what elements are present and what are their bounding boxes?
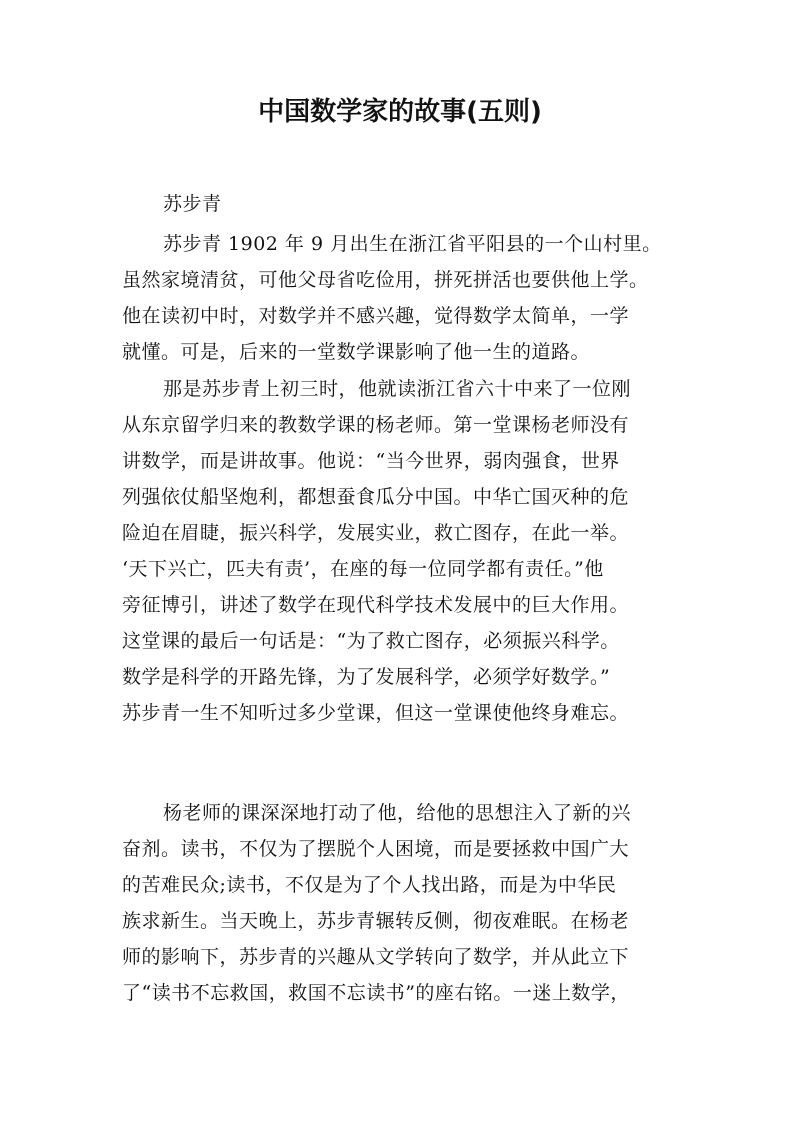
paragraph-line: 从东京留学归来的教数学课的杨老师。第一堂课杨老师没有 [122,414,630,436]
paragraph-line: ‘天下兴亡，匹夫有责’，在座的每一位同学都有责任。”他 [122,558,604,580]
paragraph-line: 了“读书不忘救国，救国不忘读书”的座右铭。一迷上数学， [122,982,630,1004]
paragraph-line: 杨老师的课深深地打动了他，给他的思想注入了新的兴 [163,802,632,824]
document-title: 中国数学家的故事(五则) [258,97,542,127]
paragraph-line: 苏步青 1902 年 9 月出生在浙江省平阳县的一个山村里。 [163,233,662,255]
paragraph-line: 这堂课的最后一句话是：“为了救亡图存，必须振兴科学。 [122,630,620,652]
paragraph-line: 讲数学，而是讲故事。他说：“当今世界，弱肉强食，世界 [122,450,620,472]
paragraph-line: 列强依仗船坚炮利，都想蚕食瓜分中国。中华亡国灭种的危 [122,486,630,508]
section-heading: 苏步青 [163,193,222,215]
paragraph-line: 旁征博引，讲述了数学在现代科学技术发展中的巨大作用。 [122,594,630,616]
paragraph-line: 虽然家境清贫，可他父母省吃俭用，拼死拼活也要供他上学。 [122,269,649,291]
paragraph-line: 师的影响下，苏步青的兴趣从文学转向了数学，并从此立下 [122,946,630,968]
paragraph-line: 险迫在眉睫，振兴科学，发展实业，救亡图存，在此一举。 [122,522,630,544]
paragraph-line: 就懂。可是，后来的一堂数学课影响了他一生的道路。 [122,341,591,363]
paragraph-line: 苏步青一生不知听过多少堂课，但这一堂课使他终身难忘。 [122,702,630,724]
paragraph-line: 数学是科学的开路先锋，为了发展科学，必须学好数学。” [122,666,611,688]
paragraph-line: 的苦难民众;读书，不仅是为了个人找出路，而是为中华民 [122,874,617,896]
paragraph-line: 那是苏步青上初三时，他就读浙江省六十中来了一位刚 [163,378,632,400]
paragraph-line: 奋剂。读书，不仅为了摆脱个人困境，而是要拯救中国广大 [122,838,630,860]
paragraph-line: 族求新生。当天晚上，苏步青辗转反侧，彻夜难眠。在杨老 [122,910,630,932]
paragraph-line: 他在读初中时，对数学并不感兴趣，觉得数学太简单，一学 [122,305,630,327]
